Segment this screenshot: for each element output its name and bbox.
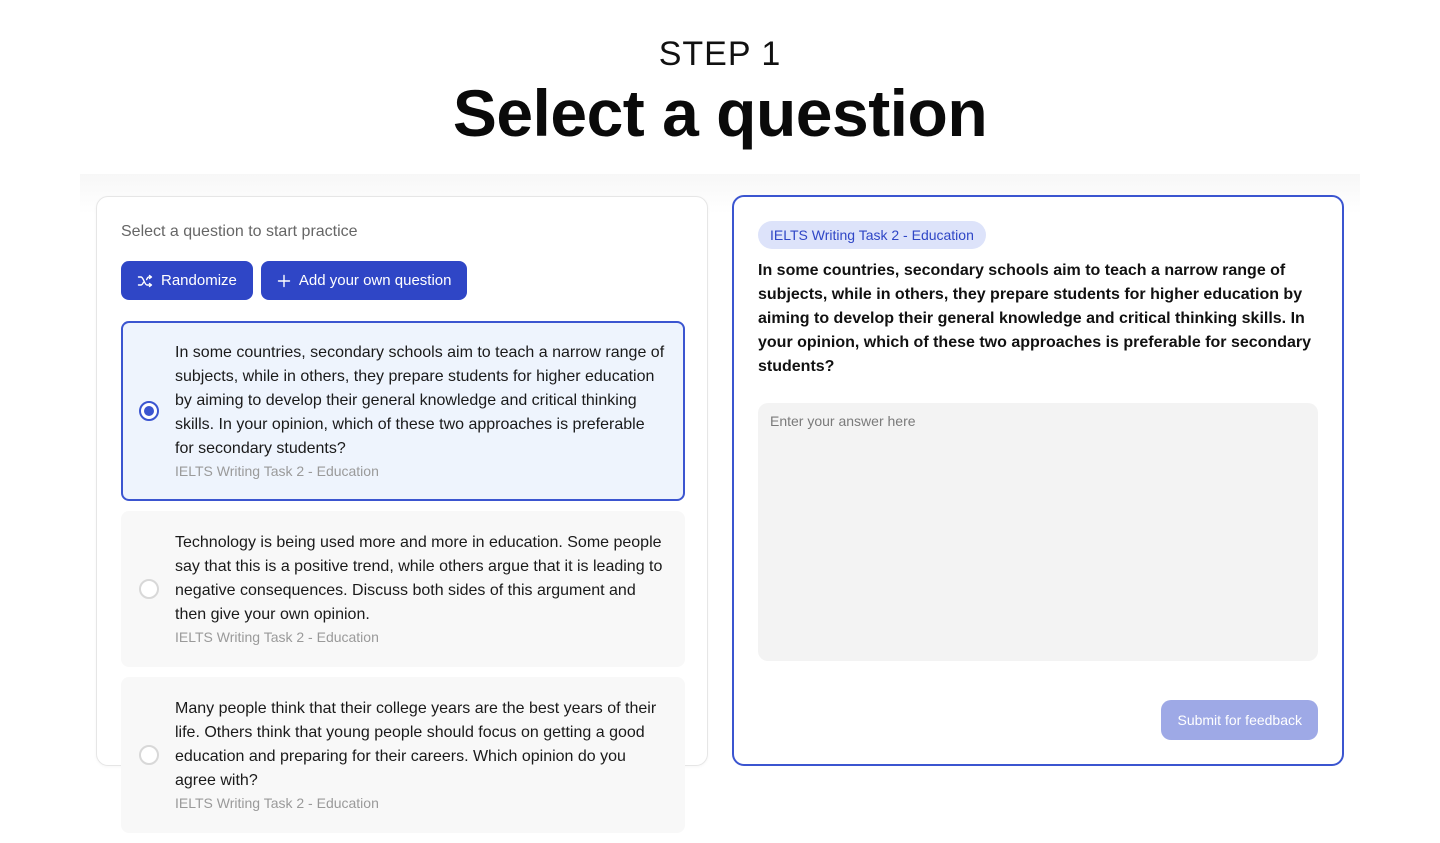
submit-feedback-button[interactable]: Submit for feedback	[1161, 700, 1318, 740]
question-option[interactable]	[121, 321, 685, 501]
question-text: Many people think that their college years are the best years of their life. Others think that young people should focus on getting a good education and preparing for their careers. Which opinion do you agree with?	[175, 700, 657, 789]
add-question-button[interactable]	[261, 261, 468, 300]
question-category: IELTS Writing Task 2 - Education	[175, 795, 379, 811]
picker-actions	[121, 261, 467, 300]
page-title: Select a question	[452, 76, 988, 150]
randomize-button[interactable]	[121, 261, 253, 300]
picker-subtitle: Select a question to start practice	[121, 223, 358, 240]
radio-button[interactable]	[139, 745, 159, 765]
radio-button-checked[interactable]	[139, 401, 159, 421]
plus-icon	[277, 274, 291, 288]
question-text: In some countries, secondary schools aim to teach a narrow range of subjects, while in others, they prepare students for higher education by aiming to develop their general knowledge and critical thinking skills. In your opinion, which of these two approaches is preferable for secondary students?	[175, 344, 665, 457]
category-tag: IELTS Writing Task 2 - Education	[758, 221, 986, 249]
question-category: IELTS Writing Task 2 - Education	[175, 629, 379, 645]
question-category: IELTS Writing Task 2 - Education	[175, 463, 379, 479]
randomize-label: Randomize	[161, 272, 237, 289]
add-question-label: Add your own question	[298, 272, 452, 289]
answer-panel	[732, 195, 1344, 766]
step-label: STEP 1	[658, 35, 782, 73]
question-option[interactable]	[121, 511, 685, 667]
shuffle-icon	[137, 273, 153, 289]
radio-button[interactable]	[139, 579, 159, 599]
answer-input[interactable]	[758, 403, 1318, 661]
question-text: Technology is being used more and more in education. Some people say that this is a positive trend, while others argue that it is leading to negative consequences. Discuss both sides of this argument and then give your own opinion.	[175, 534, 663, 623]
selected-question-text: In some countries, secondary schools aim to teach a narrow range of subjects, while in others, they prepare students for higher education by aiming to develop their general knowledge and critical thinking skills. In your opinion, which of these two approaches is preferable for secondary students?	[758, 262, 1311, 375]
question-list	[121, 321, 685, 843]
question-picker-panel	[96, 196, 708, 811]
question-option[interactable]	[121, 677, 685, 833]
